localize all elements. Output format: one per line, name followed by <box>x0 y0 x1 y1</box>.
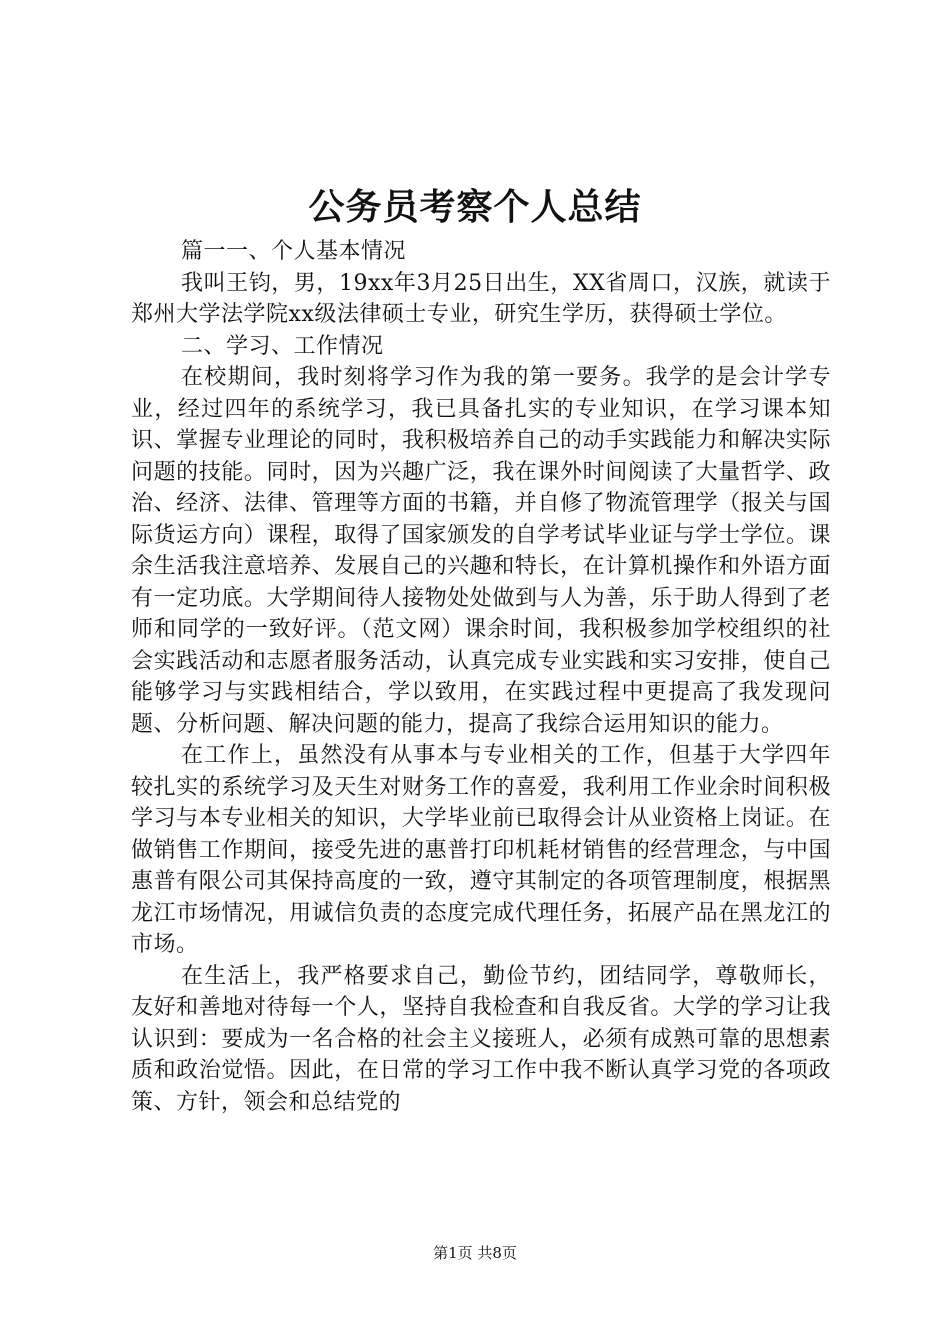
paragraph-work: 在工作上，虽然没有从事本与专业相关的工作，但基于大学四年较扎实的系统学习及天生对财务工作的喜爱，我利用工作业余时间积极学习与本专业相关的知识，大学毕业前已取得会计从业资格上岗证。在做销售工作期间，接受先进的惠普打印机耗材销售的经营理念，与中国惠普有限公司其保持高度的一致，遵守其制定的各项管理制度，根据黑龙江市场情况，用诚信负责的态度完成代理任务，拓展产品在黑龙江的市场。 <box>131 743 831 957</box>
paragraph-personal-info: 我叫王钧，男，19xx年3月25日出生，XX省周口，汉族，就读于郑州大学法学院xx级法律硕士专业，研究生学历，获得硕士学位。 <box>131 270 831 327</box>
document-body <box>131 236 831 1118</box>
page-number-footer: 第1页 共8页 <box>433 1244 517 1262</box>
document-title: 公务员考察个人总结 <box>308 187 642 228</box>
paragraph-school-period: 在校期间，我时刻将学习作为我的第一要务。我学的是会计学专业，经过四年的系统学习，我已具备扎实的专业知识，在学习课本知识、掌握专业理论的同时，我积极培养自己的动手实践能力和解决实际问题的技能。同时，因为兴趣广泛，我在课外时间阅读了大量哲学、政治、经济、法律、管理等方面的书籍，并自修了物流管理学（报关与国际货运方向）课程，取得了国家颁发的自学考试毕业证与学士学位。课余生活我注意培养、发展自己的兴趣和特长，在计算机操作和外语方面有一定功底。大学期间待人接物处处做到与人为善，乐于助人得到了老师和同学的一致好评。（范文网）课余时间，我积极参加学校组织的社会实践活动和志愿者服务活动，认真完成专业实践和实习安排，使自己能够学习与实践相结合，学以致用，在实践过程中更提高了我发现问题、分析问题、解决问题的能力，提高了我综合运用知识的能力。 <box>131 365 831 737</box>
section-heading-study-work: 二、学习、工作情况 <box>181 333 384 359</box>
paragraph-life: 在生活上，我严格要求自己，勤俭节约，团结同学，尊敬师长，友好和善地对待每一个人，坚持自我检查和自我反省。大学的学习让我认识到：要成为一名合格的社会主义接班人，必须有成熟可靠的思想素质和政治觉悟。因此，在日常的学习工作中我不断认真学习党的各项政策、方针，领会和总结党的 <box>131 963 831 1115</box>
section-heading-basic-info: 篇一一、个人基本情况 <box>181 239 407 264</box>
